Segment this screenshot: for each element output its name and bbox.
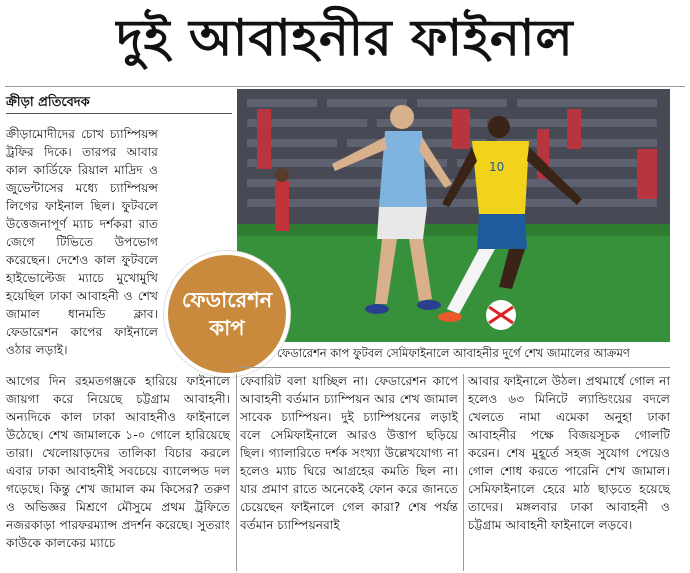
article-col1-lower: [6, 372, 230, 552]
caption-rule: [237, 367, 670, 368]
jersey-number: 10: [489, 160, 505, 174]
column-divider: [236, 374, 237, 571]
match-photo-illustration: [237, 89, 670, 342]
match-photo: [237, 89, 670, 342]
byline: ক্রীড়া প্রতিবেদক: [6, 95, 90, 110]
article-text: ফেবারিট বলা যাচ্ছিল না। ফেডারেশন কাপে আবাহনী বর্তমান চ্যাম্পিয়ন আর শেখ জামাল সাবেক চ্যাম্পিয়ন। দুই চ্যাম্পিয়নের লড়াই বলে সেমিফাইনালে আরও উত্তাপ ছড়িয়ে ছিল। গ্যালারিতে দর্শক সংখ্যা উল্লেখযোগ্য না হলেও ম্যাচ ঘিরে আগ্রহের কমতি ছিল না। যার প্রমাণ রাতে অনেকেই ফোন করে জানতে চেয়েছেন ফাইনালে গেল কারা? শেষ পর্যন্ত বর্তমান চ্যাম্পিয়নরাই: [240, 374, 458, 532]
column-divider: [463, 374, 464, 571]
photo-caption: ফেডারেশন কাপ ফুটবল সেমিফাইনালে আবাহনীর দুর্গে শেখ জামালের আক্রমণ: [277, 346, 630, 360]
article-col2: [240, 372, 458, 534]
byline-rule: [6, 113, 232, 114]
top-rule: [5, 86, 685, 87]
article-text: আগের দিন রহমতগঞ্জকে হারিয়ে ফাইনালে জায়গা করে নিয়েছে চট্টগ্রাম আবাহনী। অন্যদিকে কাল ঢাকা আবাহনীও ফাইনালে উঠেছে। শেখ জামালকে ১-০ গোলে হারিয়েছে তারা। খেলোয়াড়দের তালিকা বিচার করলে এবার ঢাকা আবাহনীই সবচেয়ে ব্যালেন্সড দল গড়েছে। কিন্তু শেখ জামাল কম কিসের? তরুণ ও অভিজ্ঞর মিশ্রণে মৌসুমে প্রথম ট্রফিতে নজরকাড়া পারফরম্যান্স প্রদর্শন করেছে। সুতরাং কাউকে কালকের ম্যাচে: [6, 374, 230, 550]
badge-line-2: কাপ: [209, 316, 245, 340]
article-text: ক্রীড়ামোদীদের চোখ চ্যাম্পিয়ন্স ট্রফির দিকে। তারপর আবার কাল কার্ডিফে রিয়াল মাদ্রিদ ও জুভেন্টাসের মধ্যে চ্যাম্পিয়ন্স লিগের ফাইনাল ছিল। ফুটবলে উত্তেজনাপূর্ণ ম্যাচ দর্শকরা রাত জেগে টিভিতে উপভোগ করেছেন। দেশেও কাল ফুটবলে হাইভোল্টেজ ম্যাচে মুখোমুখি হয়েছিল ঢাকা আবাহনী ও শেখ জামাল ধানমন্ডি ক্লাব। ফেডারেশন কাপের ফাইনালে ওঠার লড়াই।: [6, 127, 158, 357]
article-text: আবার ফাইনালে উঠল। প্রথমার্ধে গোল না হলেও ৬৩ মিনিটে ল্যান্ডিংয়ের বদলে খেলতে নামা এমেকা অনুহা ঢাকা আবাহনীর পক্ষে বিজয়সূচক গোলটি করেন। শেষ মুহূর্তে সহজ সুযোগ পেয়েও গোল শোধ করতে পারেনি শেখ জামাল। সেমিফাইনালে হেরে মাঠ ছাড়তে হয়েছে তাদের। মঙ্গলবার ঢাকা আবাহনী ও চট্টগ্রাম আবাহনী ফাইনালে লড়বে।: [468, 374, 670, 532]
badge-line-1: ফেডারেশন: [181, 288, 273, 312]
article-col1-upper: [6, 125, 158, 359]
headline: দুই আবাহনীর ফাইনাল: [116, 8, 574, 67]
article-col3: [468, 372, 670, 534]
